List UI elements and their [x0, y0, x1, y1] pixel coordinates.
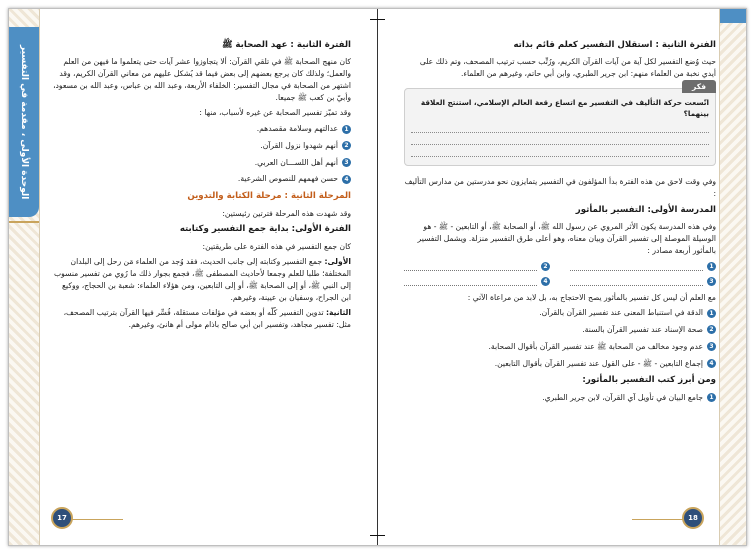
list-item-text: أنهم شهدوا نزول القرآن. — [260, 140, 338, 150]
page-18-content — [404, 39, 716, 408]
list-item — [53, 173, 351, 185]
fill-in-blank[interactable] — [570, 262, 716, 271]
paragraph: وفي وقت لاحق من هذه الفترة بدأ المؤلفون في التفسير يتمايزون نحو مدرستين من مدارس التأليف : — [404, 177, 716, 199]
fill-in-blank[interactable] — [404, 277, 550, 286]
page-number: 17 — [51, 507, 73, 529]
list-item — [53, 157, 351, 169]
number-badge: 2 — [342, 141, 351, 150]
number-badge: 1 — [707, 309, 716, 318]
list-item-text: أنهم أهل اللســـان العربي. — [254, 157, 338, 167]
list-item — [404, 307, 716, 319]
number-badge: 1 — [707, 262, 716, 271]
list-item-text: عدم وجود مخالف من الصحابة ﷺ عند تفسير القرآن بأقوال الصحابة. — [488, 341, 703, 351]
blank-line[interactable] — [404, 277, 537, 286]
list-item-text: صحة الإسناد عند تفسير القرآن بالسنة. — [582, 325, 703, 335]
paragraph: كان جمع التفسير في هذه الفترة على طريقتين: — [202, 241, 351, 251]
heading-writing-stage: المرحلة الثانية : مرحلة الكتابة والتدوين — [187, 191, 351, 202]
answer-line[interactable] — [411, 123, 709, 133]
paragraph-first-method — [53, 256, 351, 303]
side-band-cap — [720, 9, 746, 23]
answer-line[interactable] — [411, 147, 709, 157]
think-question: اتّسعت حركة التأليف في التفسير مع اتساع رقعة العالم الإسلامي، استنتج العلاقة بينهما؟ — [420, 97, 709, 119]
number-badge: 1 — [707, 393, 716, 402]
unit-tab-label: الوحدة الأولى ، مقدمة في التفسير — [19, 44, 29, 200]
answer-line[interactable] — [411, 135, 709, 145]
list-item — [404, 341, 716, 353]
list-item — [404, 324, 716, 336]
number-badge: 4 — [342, 175, 351, 184]
fill-in-blank[interactable] — [570, 277, 716, 286]
heading-first-period: الفترة الأولى: بداية جمع التفسير وكتابته — [179, 224, 351, 235]
list-item-text: عدالتهم وسلامة مقصدهم. — [256, 124, 338, 134]
page-number-ornament — [632, 519, 684, 520]
list-item-text: حسن فهمهم للنصوص الشرعية. — [237, 174, 338, 184]
paragraph: كان منهج الصحابة ﷺ في تلقي القرآن: ألا يتجاوزوا عشر آيات حتى يتعلموا ما فيهن من العلم والعمل؛ ولذلك كان يرجع بعضهم إلى بعض فيما قد يُشكل عليهم من معاني القرآن الكريم، وقد اشتهر من الصحابة في مجال التفسير: الخلفاء الأربعة، وعبد الله بن عباس، وعبد الله بن مسعود، وأبيّ بن كعب ﷺ جميعا. — [53, 57, 351, 102]
number-badge: 2 — [541, 262, 550, 271]
fill-in-blank[interactable] — [404, 262, 550, 271]
page-17 — [9, 9, 377, 545]
number-badge: 3 — [342, 158, 351, 167]
number-badge: 4 — [541, 277, 550, 286]
blank-line[interactable] — [570, 277, 703, 286]
heading-books: ومن أبرز كتب التفسير بالمأثور: — [582, 375, 716, 386]
list-item-text: إجماع التابعين - ﷺ - على القول عند تفسير القرآن بأقوال التابعين. — [494, 358, 703, 368]
label-second: الثانية: — [326, 308, 351, 318]
number-badge: 2 — [707, 325, 716, 334]
list-item — [404, 392, 716, 404]
side-ornament-band — [719, 9, 746, 545]
page-number: 18 — [682, 507, 704, 529]
paragraph: وقد شهدت هذه المرحلة فترتين رئيستين: — [222, 208, 351, 218]
blank-line[interactable] — [404, 262, 537, 271]
blank-line[interactable] — [570, 262, 703, 271]
book-spread — [8, 8, 747, 546]
paragraph: وفي هذه المدرسة يكون الأثر المروي عن رسول الله ﷺ، أو الصحابة ﷺ، أو التابعين - ﷺ - هو الوسيلة الموصلة إلى تفسير القرآن وبيان معناه، وهو أعلى طرق التفسير منزلة. ويشمل التفسير بالمأثور أربعة مصادر : — [417, 222, 716, 255]
number-badge: 3 — [707, 342, 716, 351]
first-method-text: جمع التفسير وكتابته إلى جانب الحديث، فقد وُجد من العلماء مَن رحل إلى البلدان المختلفة؛ طلبا للعلم وجمعا لأحاديث المصطفى ﷺ، فجمع بجوار ذلك ما رُوي من تفسير منسوب إلى النبي ﷺ، أو إلى الصحابة ﷺ، أو إلى التابعين، ومن هؤلاء العلماء: شعبة بن الحجاج، ووكيع ابن الجراح، وسفيان بن عيينة، وغيرهم. — [53, 257, 351, 302]
fill-in-row — [404, 277, 716, 286]
page-number-ornament — [71, 519, 123, 520]
list-item — [53, 123, 351, 135]
paragraph: مع العلم أن ليس كل تفسير بالمأثور يصح الاحتجاج به، بل لابد من مراعاة الآتي : — [467, 292, 716, 302]
divider — [9, 221, 39, 223]
heading-companions-era: الفترة الثانية : عهد الصحابة ﷺ — [222, 40, 351, 50]
paragraph: حيث وُضع التفسير لكل آية من آيات القرآن الكريم، ورُتِّب حسب ترتيب المصحف، وتم ذلك على أيدي نخبة من العلماء منهم: ابن جرير الطبري، وابن أبي حاتم، وغيرهم من العلماء. — [419, 57, 716, 79]
list-item — [404, 358, 716, 370]
number-badge: 1 — [342, 125, 351, 134]
list-item-text: الدقة في استنباط المعنى عند تفسير القرآن بالقرآن. — [539, 308, 703, 318]
fill-in-row — [404, 262, 716, 271]
page-17-content — [53, 39, 351, 335]
number-badge: 3 — [707, 277, 716, 286]
heading-first-school: المدرسة الأولى: التفسير بالمأثور — [575, 204, 716, 215]
number-badge: 4 — [707, 359, 716, 368]
label-first: الأولى: — [324, 257, 351, 267]
think-label: فكر — [682, 80, 716, 94]
think-box — [404, 81, 716, 167]
list-item-text: جامع البيان في تأويل آي القرآن، لابن جرير الطبري. — [542, 392, 703, 402]
paragraph: وقد تميّز تفسير الصحابة عن غيره لأسباب، منها : — [199, 108, 351, 118]
list-item — [53, 140, 351, 152]
page-18 — [378, 9, 746, 545]
second-method-text: تدوين التفسير كُلّه أو بعضه في مؤلفات مستقلة، فُسِّر فيها القرآن بترتيب المصحف، مثل: تفسير مجاهد، وتفسير ابن أبي صالح باذام مولى أم هانئ، وغيرهم. — [63, 308, 351, 330]
heading-second-period: الفترة الثانية : استقلال التفسير كعلم قائم بذاته — [513, 40, 716, 50]
paragraph-second-method — [53, 307, 351, 331]
